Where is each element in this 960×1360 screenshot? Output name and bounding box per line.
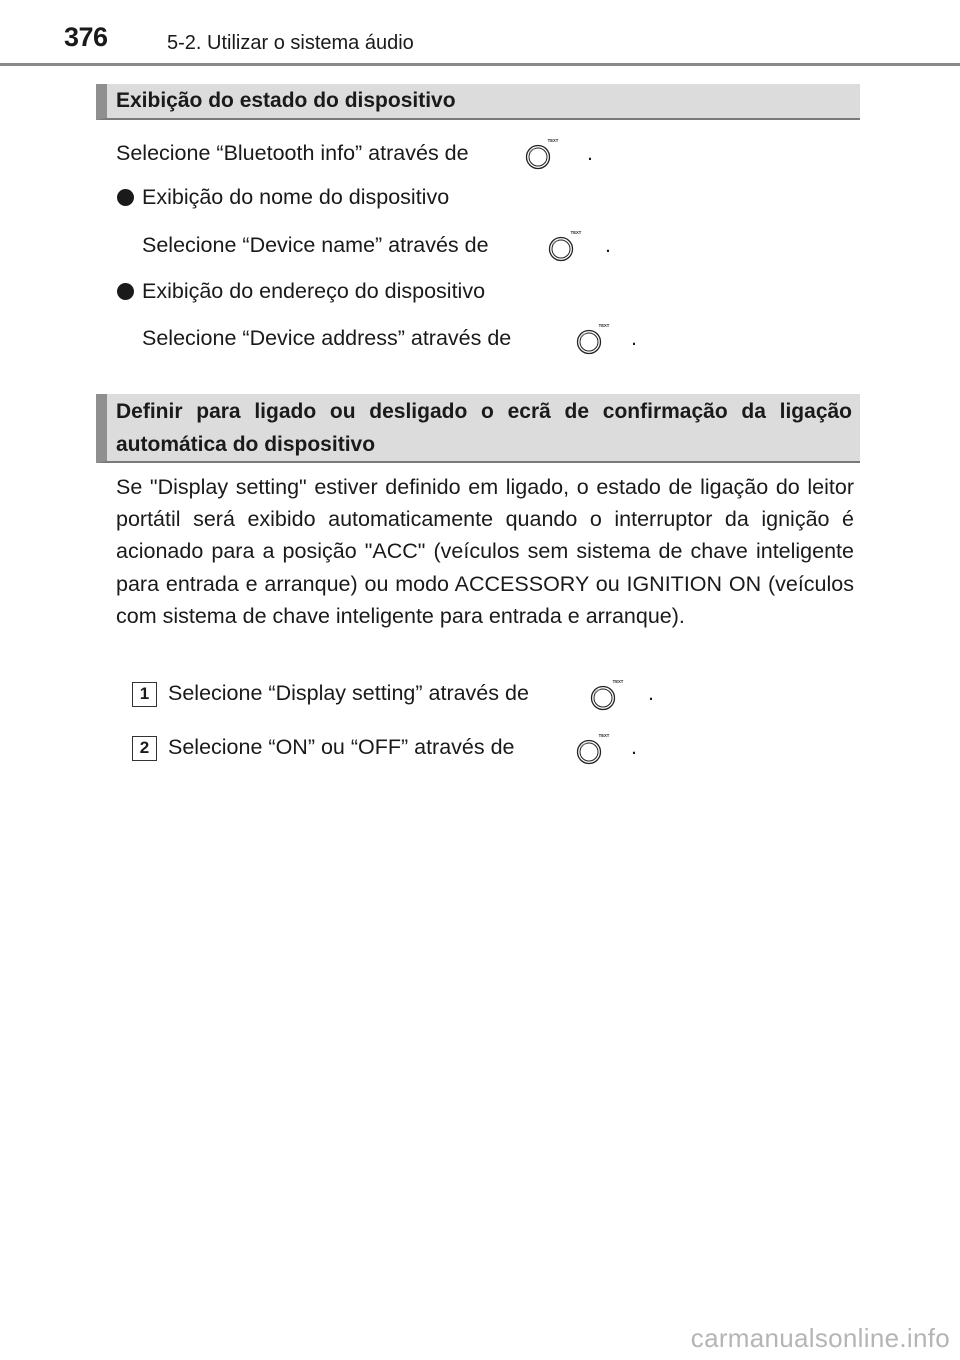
- intro-text: Selecione “Bluetooth info” através de: [116, 141, 469, 165]
- text-knob-icon: [574, 731, 610, 767]
- page-number: 376: [64, 22, 108, 52]
- item-label-device-name: Exibição do nome do dispositivo: [142, 185, 450, 209]
- step-number-2: 2: [132, 736, 157, 761]
- step-end-2: .: [631, 735, 637, 759]
- step-number-1: 1: [132, 682, 157, 707]
- instruction-end: .: [631, 326, 637, 350]
- section-label: 5-2. Utilizar o sistema áudio: [167, 32, 414, 54]
- step-text-2: Selecione “ON” ou “OFF” através de: [168, 735, 515, 759]
- instruction-device-name: Selecione “Device name” através de: [142, 233, 489, 257]
- text-knob-icon: [546, 228, 582, 264]
- instruction-end: .: [605, 233, 611, 257]
- step-end-1: .: [648, 681, 654, 705]
- body-paragraph: Se "Display setting" estiver definido em ligado, o estado de ligação do leitor portátil será exibido automaticamente quando o interruptor da ignição é acionado para a posição "ACC" (veículos sem sistema de chave inteligente para entrada e arranque) ou modo ACCESSORY ou IGNITION ON (veículos com sistema de chave inteligente para entrada e arranque).: [116, 475, 854, 628]
- section-heading-device-status: Exibição do estado do dispositivo: [96, 84, 860, 120]
- text-knob-icon: [588, 677, 624, 713]
- intro-end: .: [587, 141, 593, 165]
- item-label-device-address: Exibição do endereço do dispositivo: [142, 279, 486, 303]
- bullet-icon: [117, 283, 134, 300]
- text-knob-icon: [574, 321, 610, 357]
- intro-line: [116, 138, 469, 168]
- header-rule: [0, 63, 960, 66]
- section-heading-auto-connection: Definir para ligado ou desligado o ecrã de confirmação da ligação automática do dispositivo: [96, 394, 860, 463]
- instruction-device-address: Selecione “Device address” através de: [142, 326, 512, 350]
- text-knob-icon: [523, 136, 559, 172]
- bullet-icon: [117, 189, 134, 206]
- watermark: carmanualsonline.info: [690, 1323, 950, 1353]
- step-text-1: Selecione “Display setting” através de: [168, 681, 529, 705]
